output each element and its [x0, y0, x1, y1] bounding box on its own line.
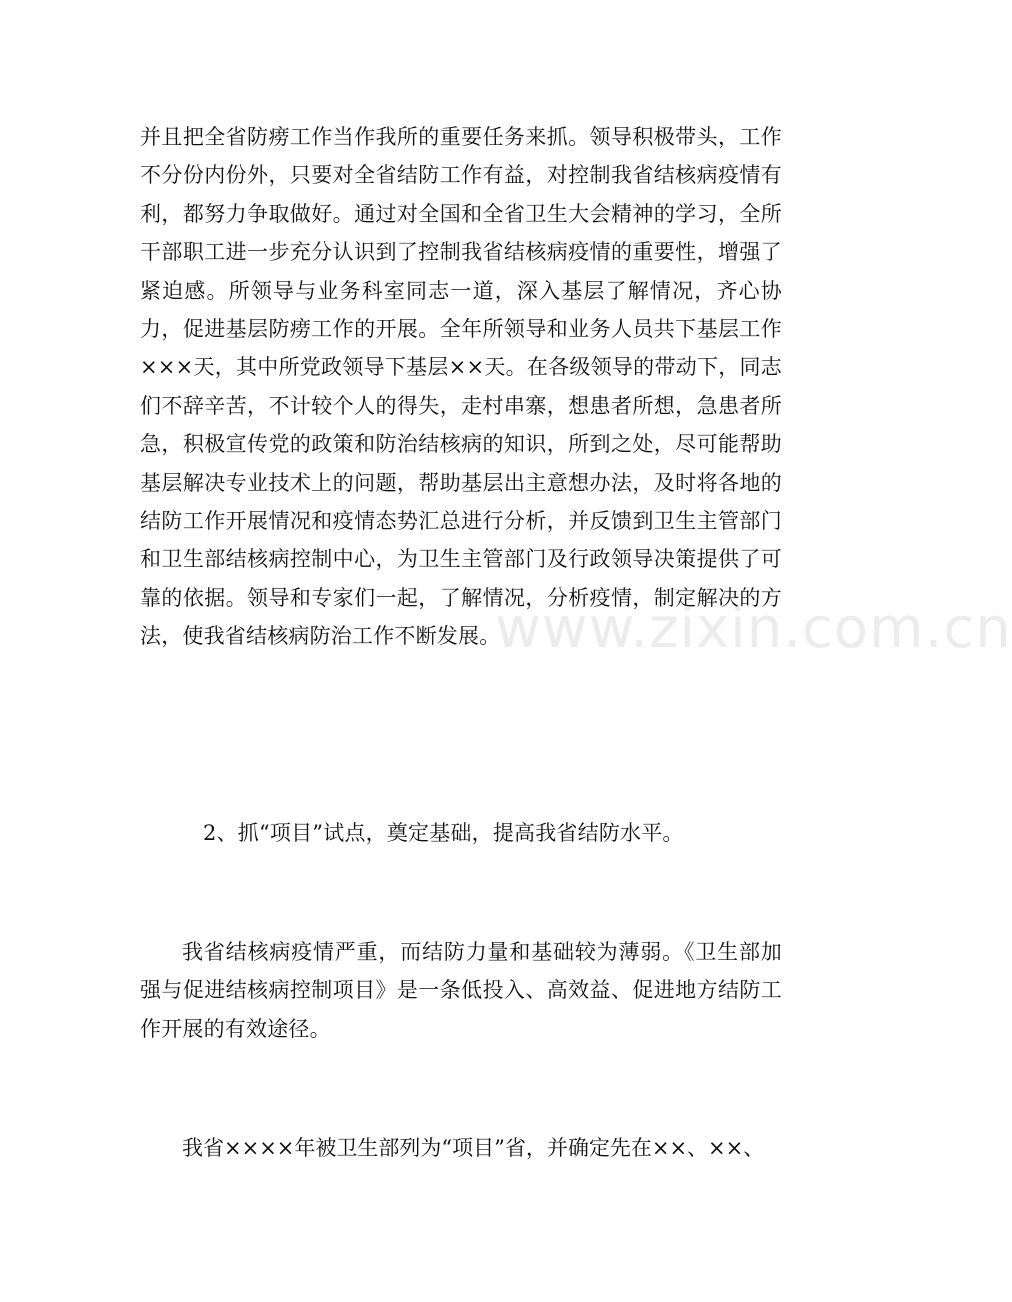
body-paragraph: 我省结核病疫情严重，而结防力量和基础较为薄弱。《卫生部加强与促进结核病控制项目》是一条低投入、高效益、促进地方结防工作开展的有效途径。 [140, 940, 782, 1041]
section-heading: 2、抓“项目”试点，奠定基础，提高我省结防水平。 [203, 821, 684, 845]
watermark: www.zixin.com.cn [495, 596, 1012, 661]
body-paragraph: 并且把全省防痨工作当作我所的重要任务来抓。领导积极带头，工作不分份内份外，只要对全省结防工作有益，对控制我省结核病疫情有利，都努力争取做好。通过对全国和全省卫生大会精神的学习，全所干部职工进一步充分认识到了控制我省结核病疫情的重要性，增强了紧迫感。所领导与业务科室同志一道，深入基层了解情况，齐心协力，促进基层防痨工作的开展。全年所领导和业务人员共下基层工作×××天，其中所党政领导下基层××天。在各级领导的带动下，同志们不辞辛苦，不计较个人的得失，走村串寨，想患者所想，急患者所急，积极宣传党的政策和防治结核病的知识，所到之处，尽可能帮助基层解决专业技术上的问题，帮助基层出主意想办法，及时将各地的结防工作开展情况和疫情态势汇总进行分析，并反馈到卫生主管部门和卫生部结核病控制中心，为卫生主管部门及行政领导决策提供了可靠的依据。领导和专家们一起，了解情况，分析疫情，制定解决的方法，使我省结核病防治工作不断发展。 [140, 125, 782, 649]
body-paragraph: 我省××××年被卫生部列为“项目”省，并确定先在××、××、 [182, 1136, 765, 1160]
